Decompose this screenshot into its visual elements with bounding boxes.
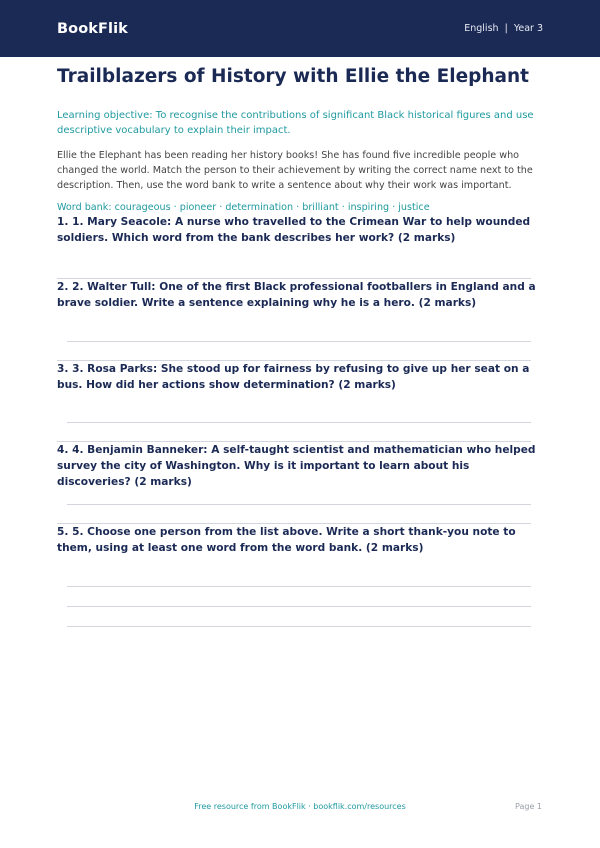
answer-line[interactable]: [67, 586, 531, 587]
intro-paragraph: Ellie the Elephant has been reading her history books! She has found five incredible people who changed the world. Match the person to their achievement by writing the correct name next to the description. Then, use the word bank to write a sentence about why their work was important.: [57, 150, 533, 191]
question-3-text: 3. 3. Rosa Parks: She stood up for fairness by refusing to give up her seat on a bus. How did her actions show determination? (2 marks): [57, 363, 530, 391]
learning-objective: Learning objective: To recognise the contributions of significant Black historical figures and use descriptive vocabulary to explain their impact.: [57, 110, 534, 136]
subject-year-label: English | Year 3: [464, 23, 543, 34]
brand-logo[interactable]: BookFlik: [57, 20, 128, 37]
page-number: Page 1: [515, 802, 542, 811]
question-5-text: 5. 5. Choose one person from the list above. Write a short thank-you note to them, using at least one word from the word bank. (2 marks): [57, 526, 516, 554]
word-bank: Word bank: courageous · pioneer · determination · brilliant · inspiring · justice: [57, 202, 430, 213]
page-header: [0, 0, 600, 57]
question-1: [57, 214, 543, 246]
answer-line[interactable]: [67, 504, 531, 505]
question-3: [57, 361, 543, 393]
question-1-text: 1. 1. Mary Seacole: A nurse who travelled to the Crimean War to help wounded soldiers. Which word from the bank describes her work? (2 marks): [57, 216, 531, 244]
answer-line[interactable]: [67, 341, 531, 342]
worksheet-intro: [0, 65, 600, 213]
answer-line[interactable]: [67, 626, 531, 627]
footer-resource-link[interactable]: Free resource from BookFlik · bookflik.com/resources: [194, 802, 406, 811]
answer-line[interactable]: [67, 422, 531, 423]
question-5: [57, 524, 543, 556]
question-4-text: 4. 4. Benjamin Banneker: A self-taught scientist and mathematician who helped survey the city of Washington. Why is it important to learn about his discoveries? (2 marks): [57, 444, 536, 488]
question-2-text: 2. 2. Walter Tull: One of the first Black professional footballers in England and a brave soldier. Write a sentence explaining why he is a hero. (2 marks): [57, 281, 536, 309]
worksheet-title: Trailblazers of History with Ellie the Elephant: [57, 66, 530, 87]
answer-line[interactable]: [67, 606, 531, 607]
question-4: [57, 442, 543, 490]
question-2: [57, 279, 543, 311]
